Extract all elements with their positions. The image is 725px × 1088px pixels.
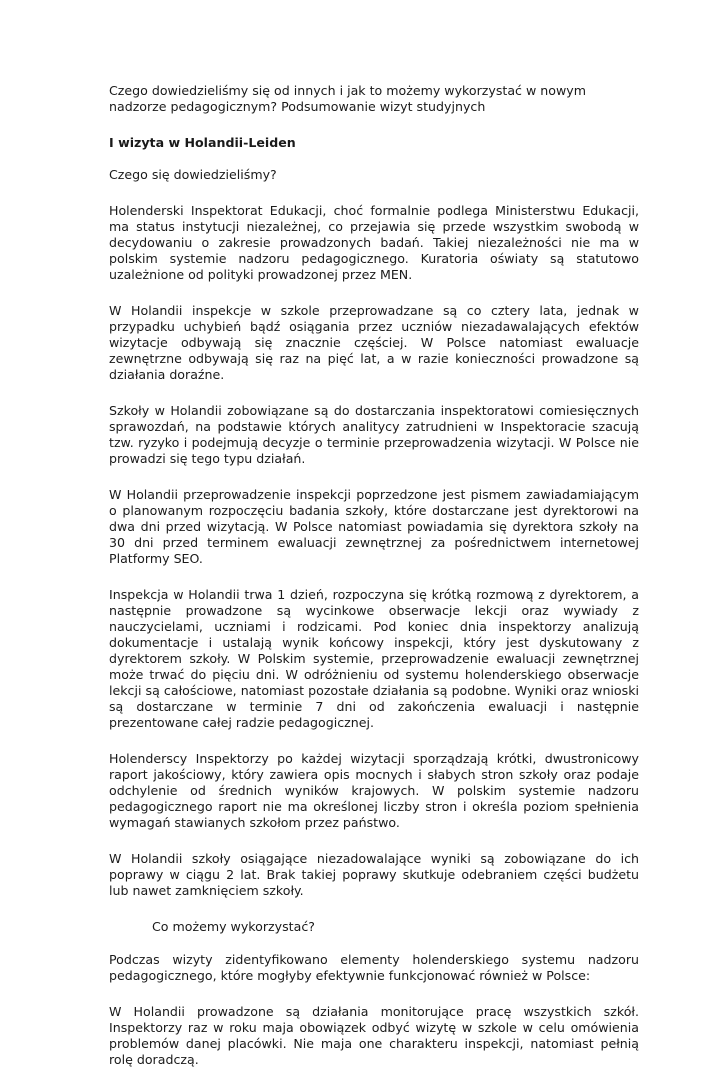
paragraph: Inspekcja w Holandii trwa 1 dzień, rozpoczyna się krótką rozmową z dyrektorem, a następnie prowadzone są wycinkowe obserwacje lekcji oraz wywiady z nauczycielami, uczniami i rodzicami. Pod koniec dnia inspektorzy analizują dokumentacje i ustalają wynik końcowy inspekcji, który jest dyskutowany z dyrektorem szkoły. W Polskim systemie, przeprowadzenie ewaluacji zewnętrznej może trwać do pięciu dni. W odróżnieniu od systemu holenderskiego obserwacje lekcji są całościowe, natomiast pozostałe działania są podobne. Wyniki oraz wnioski są dostarczane w terminie 7 dni od zakończenia ewaluacji i następnie prezentowane całej radzie pedagogicznej. (109, 587, 639, 730)
paragraph: Podczas wizyty zidentyfikowano elementy holenderskiego systemu nadzoru pedagogicznego, które mogłyby efektywnie funkcjonować również w Polsce: (109, 952, 639, 983)
subheading-use: Co możemy wykorzystać? (152, 919, 315, 934)
paragraph: W Holandii szkoły osiągające niezadowalające wyniki są zobowiązane do ich poprawy w ciągu 2 lat. Brak takiej poprawy skutkuje odebraniem części budżetu lub nawet zamknięciem szkoły. (109, 851, 639, 898)
paragraph: Holenderski Inspektorat Edukacji, choć formalnie podlega Ministerstwu Edukacji, ma status instytucji niezależnej, co przejawia się przede wszystkim swobodą w decydowaniu o zakresie prowadzonych badań. Takiej niezależności nie ma w polskim systemie nadzoru pedagogicznego. Kuratoria oświaty są statutowo uzależnione od polityki prowadzonej przez MEN. (109, 203, 639, 282)
paragraph: W Holandii przeprowadzenie inspekcji poprzedzone jest pismem zawiadamiającym o planowanym rozpoczęciu badania szkoły, które dostarczane jest dyrektorowi na dwa dni przed wizytacją. W Polsce natomiast powiadamia się dyrektora szkoły na 30 dni przed terminem ewaluacji zewnętrznej za pośrednictwem internetowej Platformy SEO. (109, 487, 639, 566)
paragraph: Szkoły w Holandii zobowiązane są do dostarczania inspektoratowi comiesięcznych sprawozdań, na podstawie których analitycy zatrudnieni w Inspektoracie szacują tzw. ryzyko i podejmują decyzje o terminie przeprowadzenia wizytacji. W Polsce nie prowadzi się tego typu działań. (109, 403, 639, 466)
subheading-learned: Czego się dowiedzieliśmy? (109, 167, 277, 182)
document-page (109, 83, 639, 1088)
paragraph: W Holandii inspekcje w szkole przeprowadzane są co cztery lata, jednak w przypadku uchybień bądź osiągania przez uczniów niezadawalających efektów wizytacje odbywają się znacznie częściej. W Polsce natomiast ewaluacje zewnętrzne odbywają się raz na pięć lat, a w razie konieczności prowadzone są działania doraźne. (109, 303, 639, 382)
section-heading: I wizyta w Holandii-Leiden (109, 135, 296, 150)
paragraph: W Holandii prowadzone są działania monitorujące pracę wszystkich szkół. Inspektorzy raz w roku maja obowiązek odbyć wizytę w szkole w celu omówienia problemów danej placówki. Nie maja one charakteru inspekcji, natomiast pełnią rolę doradczą. (109, 1004, 639, 1067)
document-title: Czego dowiedzieliśmy się od innych i jak to możemy wykorzystać w nowym nadzorze pedagogicznym? Podsumowanie wizyt studyjnych (109, 83, 586, 114)
paragraph: Holenderscy Inspektorzy po każdej wizytacji sporządzają krótki, dwustronicowy raport jakościowy, który zawiera opis mocnych i słabych stron szkoły oraz podaje odchylenie od średnich wyników krajowych. W polskim systemie nadzoru pedagogicznego raport nie ma określonej liczby stron i określa poziom spełnienia wymagań stawianych szkołom przez państwo. (109, 751, 639, 830)
